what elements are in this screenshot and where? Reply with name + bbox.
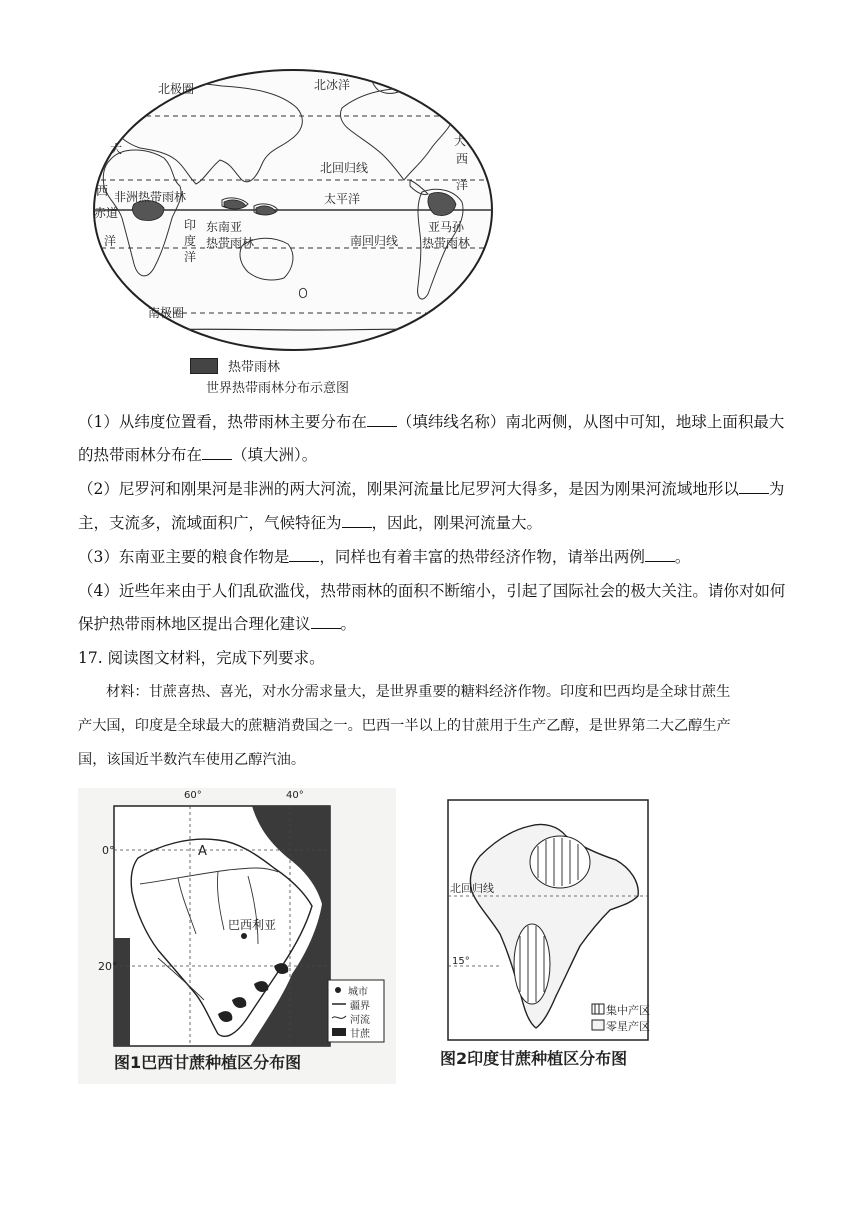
india-tropic-label: 北回归线 (450, 882, 494, 895)
q1-line-2 (78, 445, 317, 465)
q2-blank-2[interactable] (342, 513, 372, 528)
label-arctic-ocean: 北冰洋 (314, 78, 351, 92)
q3-blank-1[interactable] (289, 547, 319, 562)
brazil-legend-river: 河流 (350, 1015, 370, 1026)
q1-line-1 (78, 412, 784, 432)
q4-text-b: 保护热带雨林地区提出合理化建议 (78, 615, 311, 633)
q1-blank-1[interactable] (367, 412, 397, 427)
label-antarctic-circle: 南极圈 (148, 306, 185, 320)
label-amazon-2: 热带雨林 (422, 236, 471, 250)
label-atlantic-w-3: 赤道 (94, 206, 119, 220)
q2-line-2 (78, 513, 542, 533)
brazil-legend-border: 疆界 (350, 1001, 370, 1012)
q17-title: 17. 阅读图文材料，完成下列要求。 (78, 649, 325, 667)
q3-blank-2[interactable] (645, 547, 675, 562)
q3-text-b: ，同样也有着丰富的热带经济作物，请举出两例 (319, 548, 645, 566)
label-indian-1: 印 (184, 218, 197, 232)
brazil-point-a: A (198, 844, 207, 859)
label-sea-rainforest-2: 热带雨林 (206, 236, 255, 250)
brazil-lat-0: 0° (102, 844, 115, 857)
label-amazon-1: 亚马孙 (428, 220, 465, 234)
q1-blank-2[interactable] (202, 445, 232, 460)
india-lat-15: 15° (452, 956, 470, 967)
q3-text-c: 。 (674, 548, 691, 566)
label-sea-rainforest-1: 东南亚 (206, 220, 243, 234)
q1-text-d: （填大洲）。 (232, 446, 318, 464)
brazil-map-graphic (78, 788, 396, 1084)
label-atlantic-w-1: 大 (110, 142, 123, 156)
q2-blank-1[interactable] (739, 479, 769, 494)
q3-line (78, 547, 690, 567)
brazil-lon-60: 60° (184, 790, 202, 801)
world-map-caption: 世界热带雨林分布示意图 (206, 381, 350, 396)
label-tropic-capricorn: 南回归线 (350, 234, 399, 248)
label-atlantic-e-1: 大 (454, 134, 467, 148)
india-legend-concentrated: 集中产区 (606, 1004, 650, 1017)
label-africa-rainforest: 非洲热带雨林 (114, 190, 187, 204)
rainforest-legend-label: 热带雨林 (228, 360, 281, 375)
brazil-city-label: 巴西利亚 (228, 918, 277, 932)
brazil-map-caption: 图1巴西甘蔗种植区分布图 (114, 1053, 302, 1072)
label-atlantic-e-2: 西 (456, 152, 469, 166)
q1-text-c: 的热带雨林分布在 (78, 446, 203, 464)
rainforest-legend-swatch (190, 358, 218, 374)
world-map-legend (190, 356, 280, 375)
q4-blank[interactable] (311, 614, 341, 629)
q4-text-c: 。 (340, 615, 357, 633)
india-map-caption: 图2印度甘蔗种植区分布图 (440, 1049, 628, 1068)
india-map-graphic (440, 796, 670, 1078)
q2-text-d: ，因此，刚果河流量大。 (371, 514, 543, 532)
material-line-3: 国，该国近半数汽车使用乙醇汽油。 (78, 752, 306, 768)
brazil-lon-40: 40° (286, 790, 304, 801)
q4-line-2 (78, 614, 356, 634)
brazil-legend-sugarcane: 甘蔗 (350, 1029, 370, 1040)
label-indian-2: 度 (184, 234, 197, 248)
label-pacific: 太平洋 (324, 192, 361, 206)
material-line-1: 材料：甘蔗喜热、喜光，对水分需求量大，是世界重要的糖料经济作物。印度和巴西均是全球甘蔗生 (106, 684, 731, 700)
q2-text-c: 主，支流多，流域面积广，气候特征为 (78, 514, 342, 532)
q4-text-a: （4）近些年来由于人们乱砍滥伐，热带雨林的面积不断缩小，引起了国际社会的极大关注。请你对如何 (78, 582, 786, 600)
q2-line-1 (78, 479, 784, 499)
india-sugarcane-map (440, 796, 670, 1078)
brazil-legend-city: 城市 (348, 987, 368, 998)
label-atlantic-w-4: 洋 (104, 234, 117, 248)
label-indian-3: 洋 (184, 250, 197, 264)
brazil-sugarcane-map (78, 788, 396, 1084)
q2-text-b: 为 (768, 480, 785, 498)
label-atlantic-e-3: 洋 (456, 178, 469, 192)
label-atlantic-w-2: 西 (96, 184, 109, 198)
q3-text-a: （3）东南亚主要的粮食作物是 (78, 548, 290, 566)
label-north-pole: 北极圈 (158, 82, 195, 96)
material-line-2: 产大国，印度是全球最大的蔗糖消费国之一。巴西一半以上的甘蔗用于生产乙醇，是世界第二大乙醇生产 (78, 718, 731, 734)
q1-text-a: （1）从纬度位置看，热带雨林主要分布在 (78, 413, 367, 431)
label-tropic-cancer: 北回归线 (320, 161, 369, 175)
india-legend-scattered: 零星产区 (606, 1020, 650, 1033)
q4-line-1 (78, 581, 785, 601)
q1-text-b: （填纬线名称）南北两侧，从图中可知，地球上面积最大 (396, 413, 785, 431)
world-rainforest-map (92, 68, 494, 353)
brazil-lat-20: 20° (98, 960, 118, 973)
q2-text-a: （2）尼罗河和刚果河是非洲的两大河流，刚果河流量比尼罗河大得多，是因为刚果河流域地形以 (78, 480, 739, 498)
